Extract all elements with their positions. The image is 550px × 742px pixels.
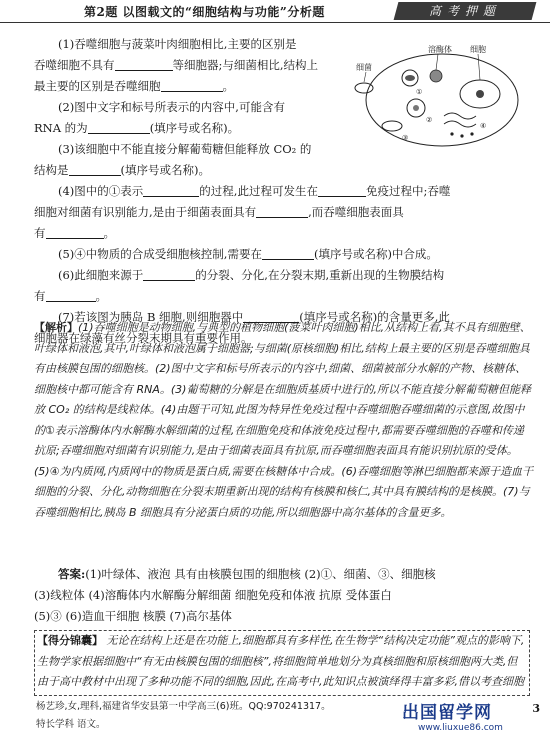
blank[interactable]	[69, 163, 121, 176]
page-number: 3	[532, 702, 540, 715]
header-title: 第2题 以图载文的“细胞结构与功能”分析题	[84, 5, 325, 19]
marker-2: ②	[426, 116, 433, 124]
question-5: (5)④中物质的合成受细胞核控制,需要在 (填序号或名称)中合成。	[58, 247, 438, 261]
label-cell: 细胞	[470, 45, 486, 54]
tips-box	[34, 630, 530, 696]
question-7: (7)若该图为胰岛 B 细胞,则细胞器中 (填序号或名称)的含量更多,此	[58, 310, 450, 324]
label-bacterium: 细菌	[356, 63, 372, 72]
question-body: (1)吞噬细胞与菠菜叶肉细胞相比,主要的区别是 吞噬细胞不具有 等细胞器;与细菌相比,结构上 最主要的区别是吞噬细胞 。 (2)图中文字和标号所表示的内容中,可能含有 RNA 的为 (填序号或名称)。 (3)该细胞中不能直接分解葡萄糖但能释放 CO₂ 的 结构是 (填序号或名称)。 (4)图中的①表示 的过程,此过程可发生在 免疫过程中;吞噬 细胞对细菌有识别能力,是由于细菌表面具有 ,而吞噬细胞表面具 有 。 (5)④中物质的合成受细胞核控制,需要在 (填序号或名称)中合成。 (6)此细胞来源于 的分裂、分化,在分裂末期,重新出现的生物膜结构 有 。 (7)若该图为胰岛 B 细胞,则细胞器中 (填序号或名称)的含量更多,此 细胞器在绿藻有丝分裂末期具有重要作用。	[34, 34, 534, 349]
analysis-tag: 【解析】	[34, 321, 78, 334]
blank[interactable]	[46, 289, 96, 302]
question-4: (4)图中的①表示 的过程,此过程可发生在 免疫过程中;吞噬	[58, 184, 451, 198]
blank[interactable]	[262, 247, 314, 260]
tips-tag: 【得分锦囊】	[37, 634, 103, 647]
analysis-text: (1)吞噬细胞是动物细胞,与典型的植物细胞(菠菜叶肉细胞)相比,从结构上看,其不具有细胞壁、叶绿体和液泡,其中,叶绿体和液泡属于细胞器;与细菌(原核细胞)相比,结构上最主要的区别是吞噬细胞具有由核膜包围的细胞核。(2)图中文字和标号所表示的内容中,细菌、细菌被部分水解的产物、核糖体、细胞核中都可能含有 RNA。(3)葡萄糖的分解是在细胞质基质中进行的,所以不能直接分解葡萄糖但能释放 CO₂ 的结构是线粒体。(4)由题干可知,此图为特异性免疫过程中吞噬细胞吞噬细菌的示意图,故图中的①表示溶酶体内水解酶水解细菌的过程,在细胞免疫和体液免疫过程中,都需要吞噬细胞的吞噬和传递抗原;吞噬细胞对细菌有识别能力,是由于细菌表面具有抗原,而吞噬细胞表面具有能识别抗原的受体。(5)④为内质网,内质网中的物质是蛋白质,需要在核糖体中合成。(6)吞噬细胞等淋巴细胞都来源于造血干细胞的分裂、分化,动物细胞在分裂末期重新出现的结构有核膜和核仁,其中具有膜结构的是核膜。(7)与吞噬细胞相比,胰岛 B 细胞具有分泌蛋白质的功能,所以细胞器中高尔基体的含量更多。	[34, 321, 534, 519]
blank[interactable]	[143, 268, 195, 281]
header-badge	[394, 2, 537, 20]
tips-text: 无论在结构上还是在功能上,细胞都具有多样性,在生物学“结构决定功能”观点的影响下,生物学家根据细胞中“有无由核膜包围的细胞核”,将细胞简单地划分为真核细胞和原核细胞两大类,但由于高中教材中出现了多种功能不同的细胞,因此,在高考中,此知识点被演绎得丰富多彩,借以考查细胞	[37, 634, 525, 688]
answer-tag: 答案:	[58, 567, 86, 581]
page-header	[0, 0, 550, 23]
marker-3: ③	[402, 134, 409, 142]
question-2: (2)图中文字和标号所表示的内容中,可能含有	[58, 100, 285, 114]
question-3: (3)该细胞中不能直接分解葡萄糖但能释放 CO₂ 的	[58, 142, 312, 156]
question-6: (6)此细胞来源于 的分裂、分化,在分裂末期,重新出现的生物膜结构	[58, 268, 445, 282]
label-lysosome: 溶酶体	[428, 45, 452, 54]
watermark-logo: 出国留学网 www.liuxue86.com	[402, 703, 503, 733]
question-1: (1)吞噬细胞与菠菜叶肉细胞相比,主要的区别是	[58, 37, 297, 51]
header-badge-text: 高考押题	[428, 4, 501, 18]
blank[interactable]	[256, 205, 308, 218]
blank[interactable]	[88, 121, 150, 134]
marker-4: ④	[480, 122, 487, 130]
blank[interactable]	[46, 226, 104, 239]
author-footer: 杨艺珍,女,理科,福建省华安县第一中学高三(6)班。QQ:970241317。 特长学科 语文。	[36, 701, 331, 730]
blank[interactable]	[143, 184, 199, 197]
marker-1: ①	[416, 88, 423, 96]
blank[interactable]	[318, 184, 366, 197]
blank[interactable]	[161, 79, 223, 92]
answer-section: 答案:(1)叶绿体、液泡 具有由核膜包围的细胞核 (2)①、细菌、③、细胞核 (3)线粒体 (4)溶酶体内水解酶分解细菌 细胞免疫和体液 抗原 受体蛋白 (5)③ (6)造血干细胞 核膜 (7)高尔基体	[34, 567, 436, 623]
blank[interactable]	[115, 58, 173, 71]
analysis-section	[34, 318, 534, 523]
